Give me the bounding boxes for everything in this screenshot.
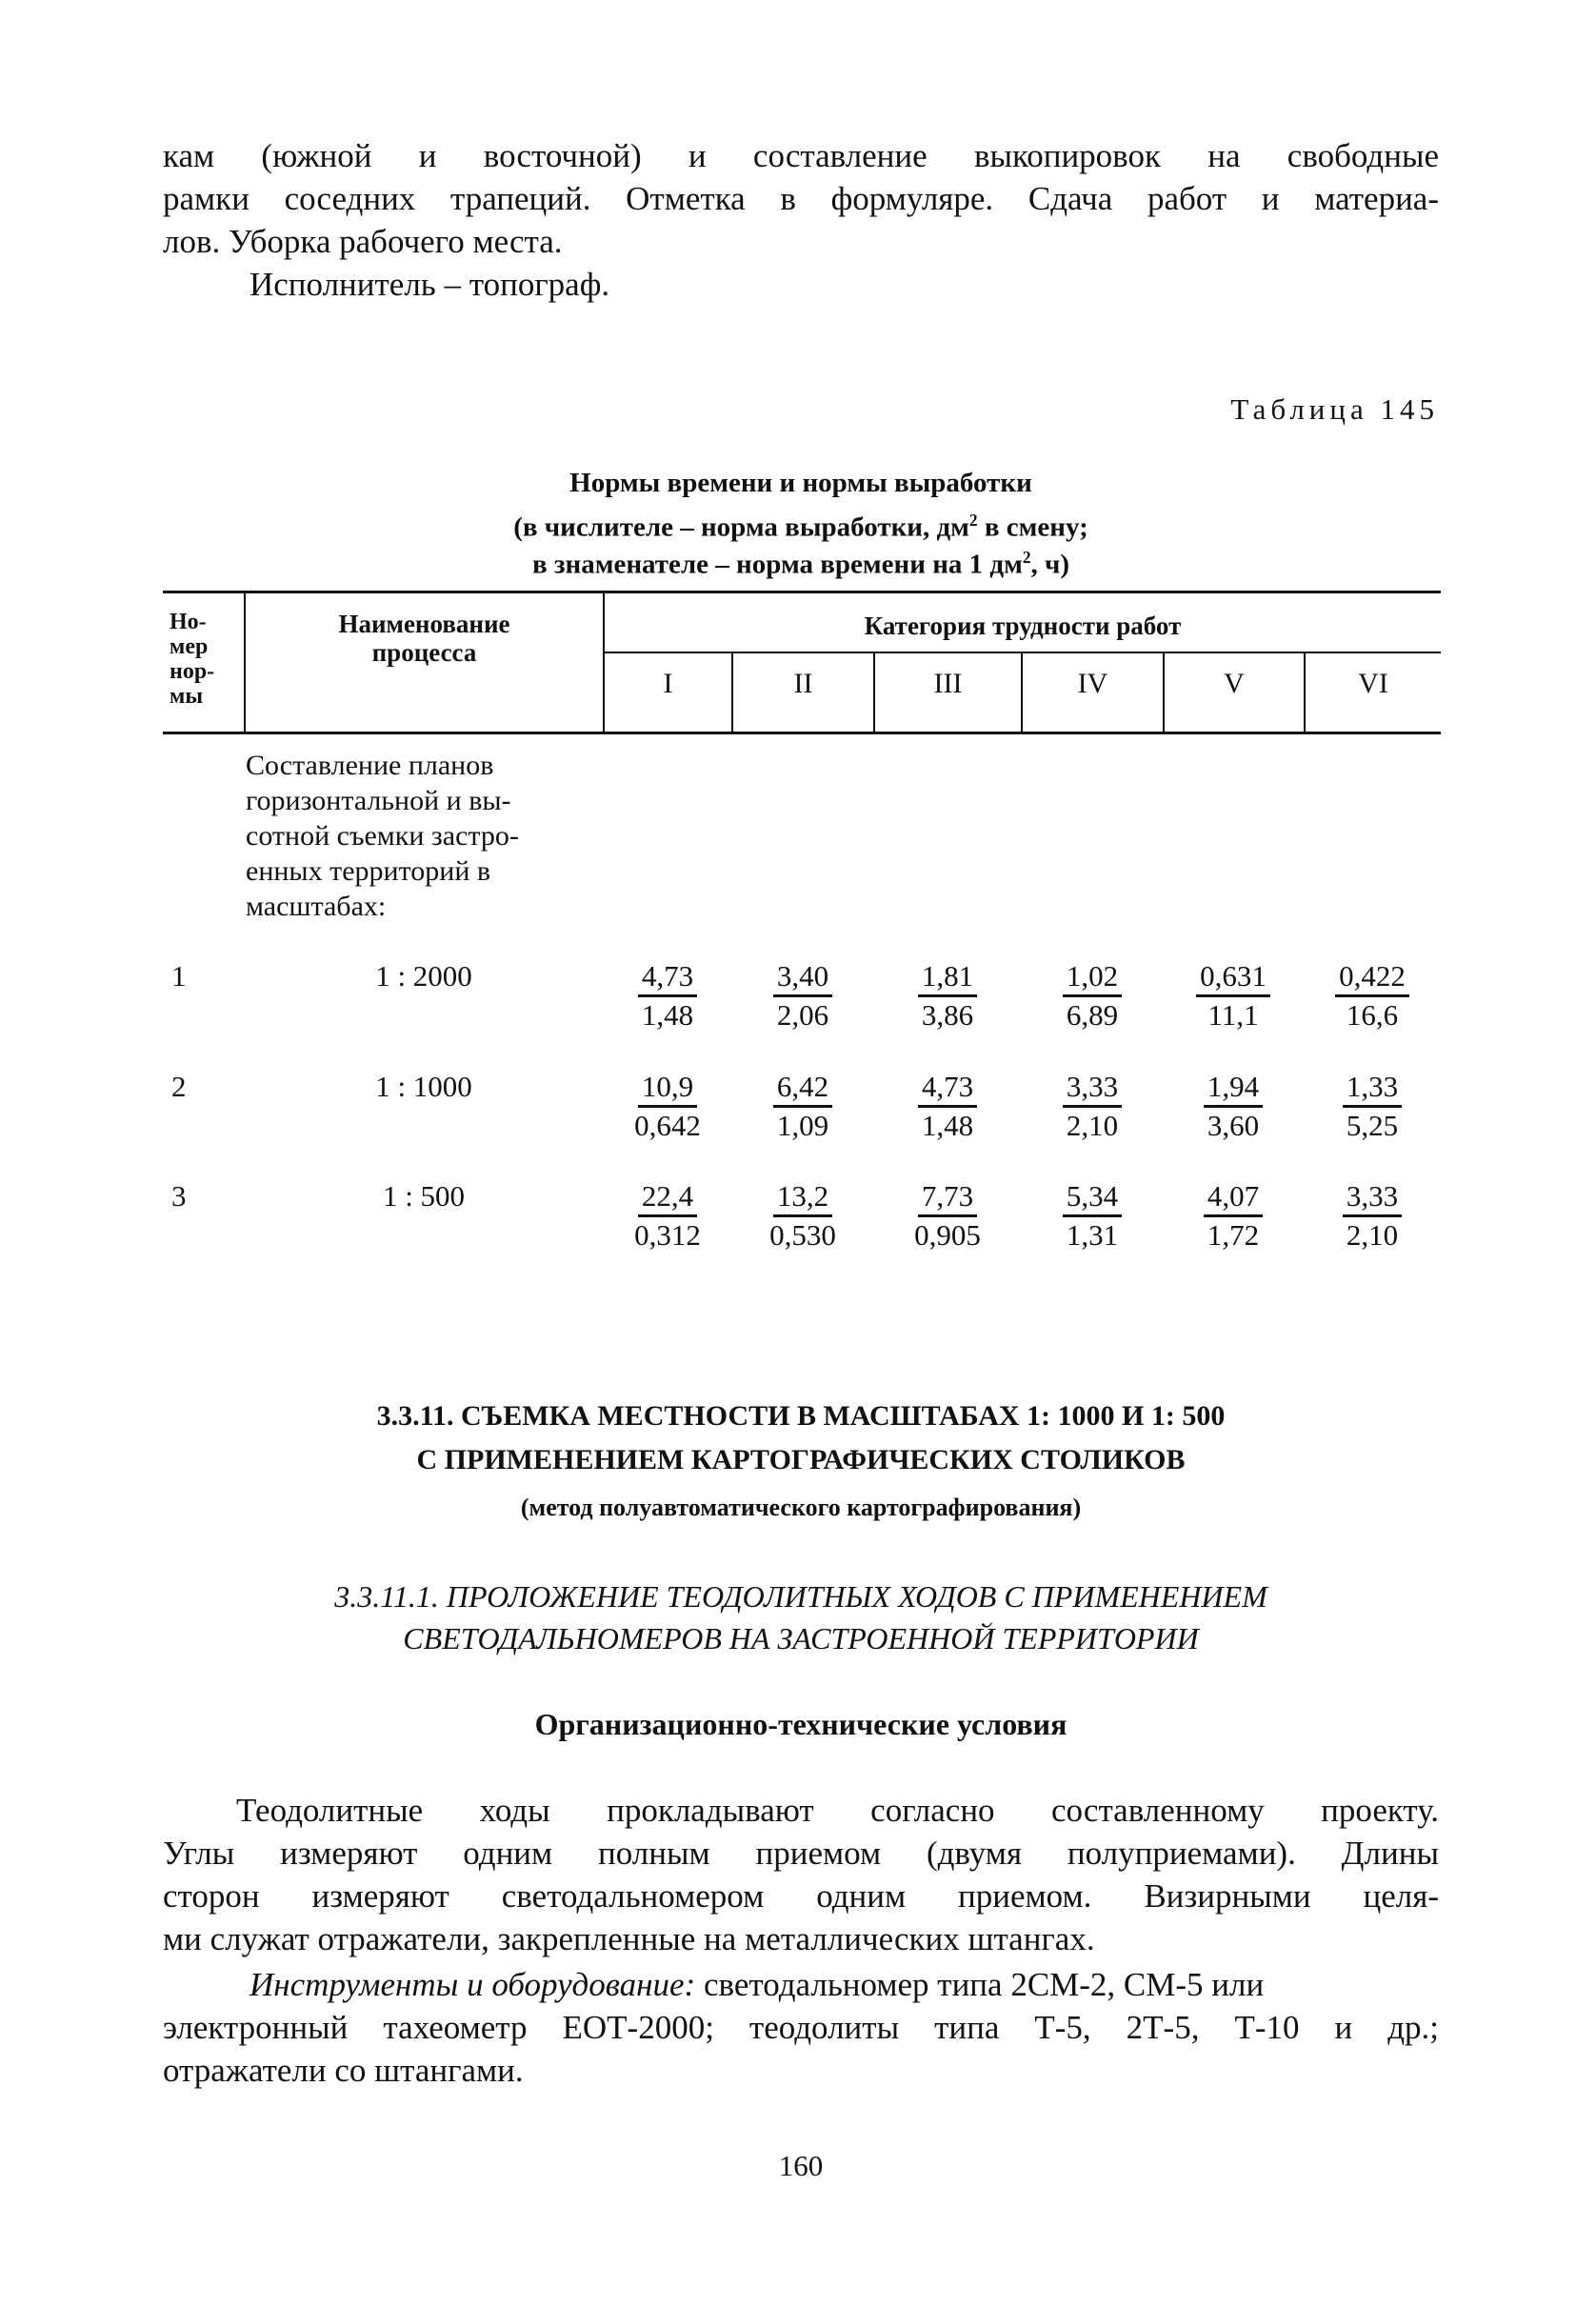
table-top-rule <box>163 591 1441 593</box>
fraction-cell <box>746 958 860 1033</box>
instruments-label: Инструменты и оборудование: <box>249 1966 696 2003</box>
numerator-output-rate: 4,07 <box>1204 1178 1263 1217</box>
desc-line: сотной съемки застро- <box>246 820 519 852</box>
paragraph-line: Углы измеряют одним полным приемом (двумя полуприемами). Длины <box>163 1835 1439 1872</box>
table-subtitle <box>163 541 1439 581</box>
fraction-cell <box>1035 958 1149 1033</box>
denominator-time-norm: 6,89 <box>1066 998 1119 1032</box>
numerator-output-rate: 3,40 <box>773 958 832 997</box>
executor-line: Исполнитель – топограф. <box>249 266 610 303</box>
fraction-cell <box>610 958 725 1033</box>
subtitle-text: в знаменателе – норма времени на 1 дм <box>531 549 1023 580</box>
numerator-output-rate: 0,631 <box>1196 958 1270 997</box>
denominator-time-norm: 3,86 <box>921 998 974 1032</box>
table-header-bottom-rule <box>163 732 1441 734</box>
fraction-cell <box>1176 1069 1290 1144</box>
numerator-output-rate: 3,33 <box>1063 1069 1122 1108</box>
fraction-cell <box>746 1178 860 1254</box>
header-cat-5: V <box>1224 668 1245 699</box>
desc-line: горизонтальной и вы- <box>246 785 511 816</box>
denominator-time-norm: 3,60 <box>1207 1109 1260 1142</box>
numerator-output-rate: 1,02 <box>1063 958 1122 997</box>
section-heading: С ПРИМЕНЕНИЕМ КАРТОГРАФИЧЕСКИХ СТОЛИКОВ <box>416 1444 1186 1475</box>
denominator-time-norm: 1,48 <box>641 998 694 1032</box>
denominator-time-norm: 1,48 <box>921 1109 974 1142</box>
subtitle-text: , ч) <box>1030 549 1070 580</box>
paragraph-line: лов. Уборка рабочего места. <box>163 223 563 260</box>
fraction-cell <box>610 1069 725 1144</box>
numerator-output-rate: 6,42 <box>773 1069 832 1108</box>
header-text: Но- <box>170 610 207 634</box>
header-category: Категория трудности работ <box>864 612 1182 640</box>
subsection-heading: СВЕТОДАЛЬНОМЕРОВ НА ЗАСТРОЕННОЙ ТЕРРИТОРИИ <box>403 1621 1199 1655</box>
table-subtitle <box>163 504 1439 544</box>
subtitle-text: (в числителе – норма выработки, дм <box>513 512 969 543</box>
numerator-output-rate: 10,9 <box>638 1069 697 1108</box>
paragraph-line: электронный тахеометр ЕОТ-2000; теодолиты типа Т-5, 2Т-5, Т-10 и др.; <box>163 2009 1439 2046</box>
group-description <box>246 748 519 924</box>
header-cat-4: IV <box>1077 668 1108 699</box>
numerator-output-rate: 0,422 <box>1335 958 1409 997</box>
fraction-cell <box>1176 1178 1290 1254</box>
subtitle-text: в смену; <box>977 512 1088 543</box>
denominator-time-norm: 5,25 <box>1346 1109 1399 1142</box>
row-number: 1 <box>171 959 187 993</box>
header-cat-1: I <box>663 668 673 699</box>
table-label: Таблица 145 <box>1230 392 1439 426</box>
page-number: 160 <box>778 2149 824 2182</box>
desc-line: Составление планов <box>246 750 494 781</box>
section-heading: 3.3.11. СЪЕМКА МЕСТНОСТИ В МАСШТАБАХ 1: 1000 И 1: 500 <box>376 1400 1226 1432</box>
numerator-output-rate: 1,33 <box>1343 1069 1402 1108</box>
denominator-time-norm: 0,530 <box>769 1218 836 1252</box>
fraction-cell <box>746 1069 860 1144</box>
denominator-time-norm: 1,72 <box>1207 1218 1260 1252</box>
numerator-output-rate: 4,73 <box>918 1069 977 1108</box>
denominator-time-norm: 2,06 <box>776 998 829 1032</box>
row-scale: 1 : 1000 <box>375 1070 472 1103</box>
denominator-time-norm: 1,31 <box>1066 1218 1119 1252</box>
denominator-time-norm: 0,642 <box>634 1109 701 1142</box>
fraction-cell <box>1035 1069 1149 1144</box>
header-cat-6: VI <box>1358 668 1388 699</box>
superscript: 2 <box>968 511 978 530</box>
denominator-time-norm: 2,10 <box>1066 1109 1119 1142</box>
denominator-time-norm: 0,312 <box>634 1218 701 1252</box>
header-number <box>170 610 214 709</box>
fraction-cell <box>1315 1178 1429 1254</box>
numerator-output-rate: 1,81 <box>918 958 977 997</box>
fraction-cell <box>890 958 1005 1033</box>
fraction-cell <box>1176 958 1290 1033</box>
desc-line: енных территорий в <box>246 855 491 887</box>
section-subheading: (метод полуавтоматического картографирования) <box>520 1494 1082 1521</box>
table-title: Нормы времени и нормы выработки <box>569 468 1032 498</box>
header-process <box>246 610 603 667</box>
header-cat-3: III <box>933 668 963 699</box>
numerator-output-rate: 13,2 <box>773 1178 832 1217</box>
paragraph-line: сторон измеряют светодальномером одним приемом. Визирными целя- <box>163 1877 1439 1915</box>
paragraph-line: рамки соседних трапеций. Отметка в формуляре. Сдача работ и материа- <box>163 180 1439 217</box>
subsection-heading: 3.3.11.1. ПРОЛОЖЕНИЕ ТЕОДОЛИТНЫХ ХОДОВ С ПРИМЕНЕНИЕМ <box>334 1579 1267 1614</box>
row-scale: 1 : 500 <box>382 1179 466 1213</box>
paragraph-line: Теодолитные ходы прокладывают согласно составленному проекту. <box>236 1792 1439 1829</box>
org-heading: Организационно-технические условия <box>534 1707 1067 1741</box>
header-text: нор- <box>170 659 215 684</box>
fraction-cell <box>1315 958 1429 1033</box>
header-cat-2: II <box>793 668 813 699</box>
header-text: Наименование <box>338 610 510 638</box>
denominator-time-norm: 2,10 <box>1346 1218 1399 1252</box>
denominator-time-norm: 16,6 <box>1346 998 1399 1032</box>
numerator-output-rate: 3,33 <box>1343 1178 1402 1217</box>
numerator-output-rate: 5,34 <box>1063 1178 1122 1217</box>
instruments-line <box>249 1963 1526 2006</box>
paragraph-line: ми служат отражатели, закрепленные на металлических штангах. <box>163 1920 1095 1957</box>
fraction-cell <box>1035 1178 1149 1254</box>
instruments-text: светодальномер типа 2СМ-2, СМ-5 или <box>695 1966 1265 2003</box>
fraction-cell <box>1315 1069 1429 1144</box>
row-scale: 1 : 2000 <box>375 959 472 993</box>
desc-line: масштабах: <box>246 891 387 922</box>
numerator-output-rate: 1,94 <box>1204 1069 1263 1108</box>
header-text: процесса <box>371 638 477 667</box>
header-text: мер <box>170 634 209 659</box>
fraction-cell <box>890 1069 1005 1144</box>
numerator-output-rate: 7,73 <box>918 1178 977 1217</box>
row-number: 3 <box>171 1179 187 1213</box>
numerator-output-rate: 4,73 <box>638 958 697 997</box>
paragraph-line: кам (южной и восточной) и составление выкопировок на свободные <box>163 137 1439 174</box>
numerator-output-rate: 22,4 <box>638 1178 697 1217</box>
denominator-time-norm: 1,09 <box>776 1109 829 1142</box>
fraction-cell <box>890 1178 1005 1254</box>
row-number: 2 <box>171 1070 187 1103</box>
denominator-time-norm: 0,905 <box>914 1218 981 1252</box>
denominator-time-norm: 11,1 <box>1207 998 1259 1032</box>
header-text: мы <box>170 684 204 709</box>
fraction-cell <box>610 1178 725 1254</box>
paragraph-line: отражатели со штангами. <box>163 2052 524 2089</box>
superscript: 2 <box>1022 548 1031 567</box>
